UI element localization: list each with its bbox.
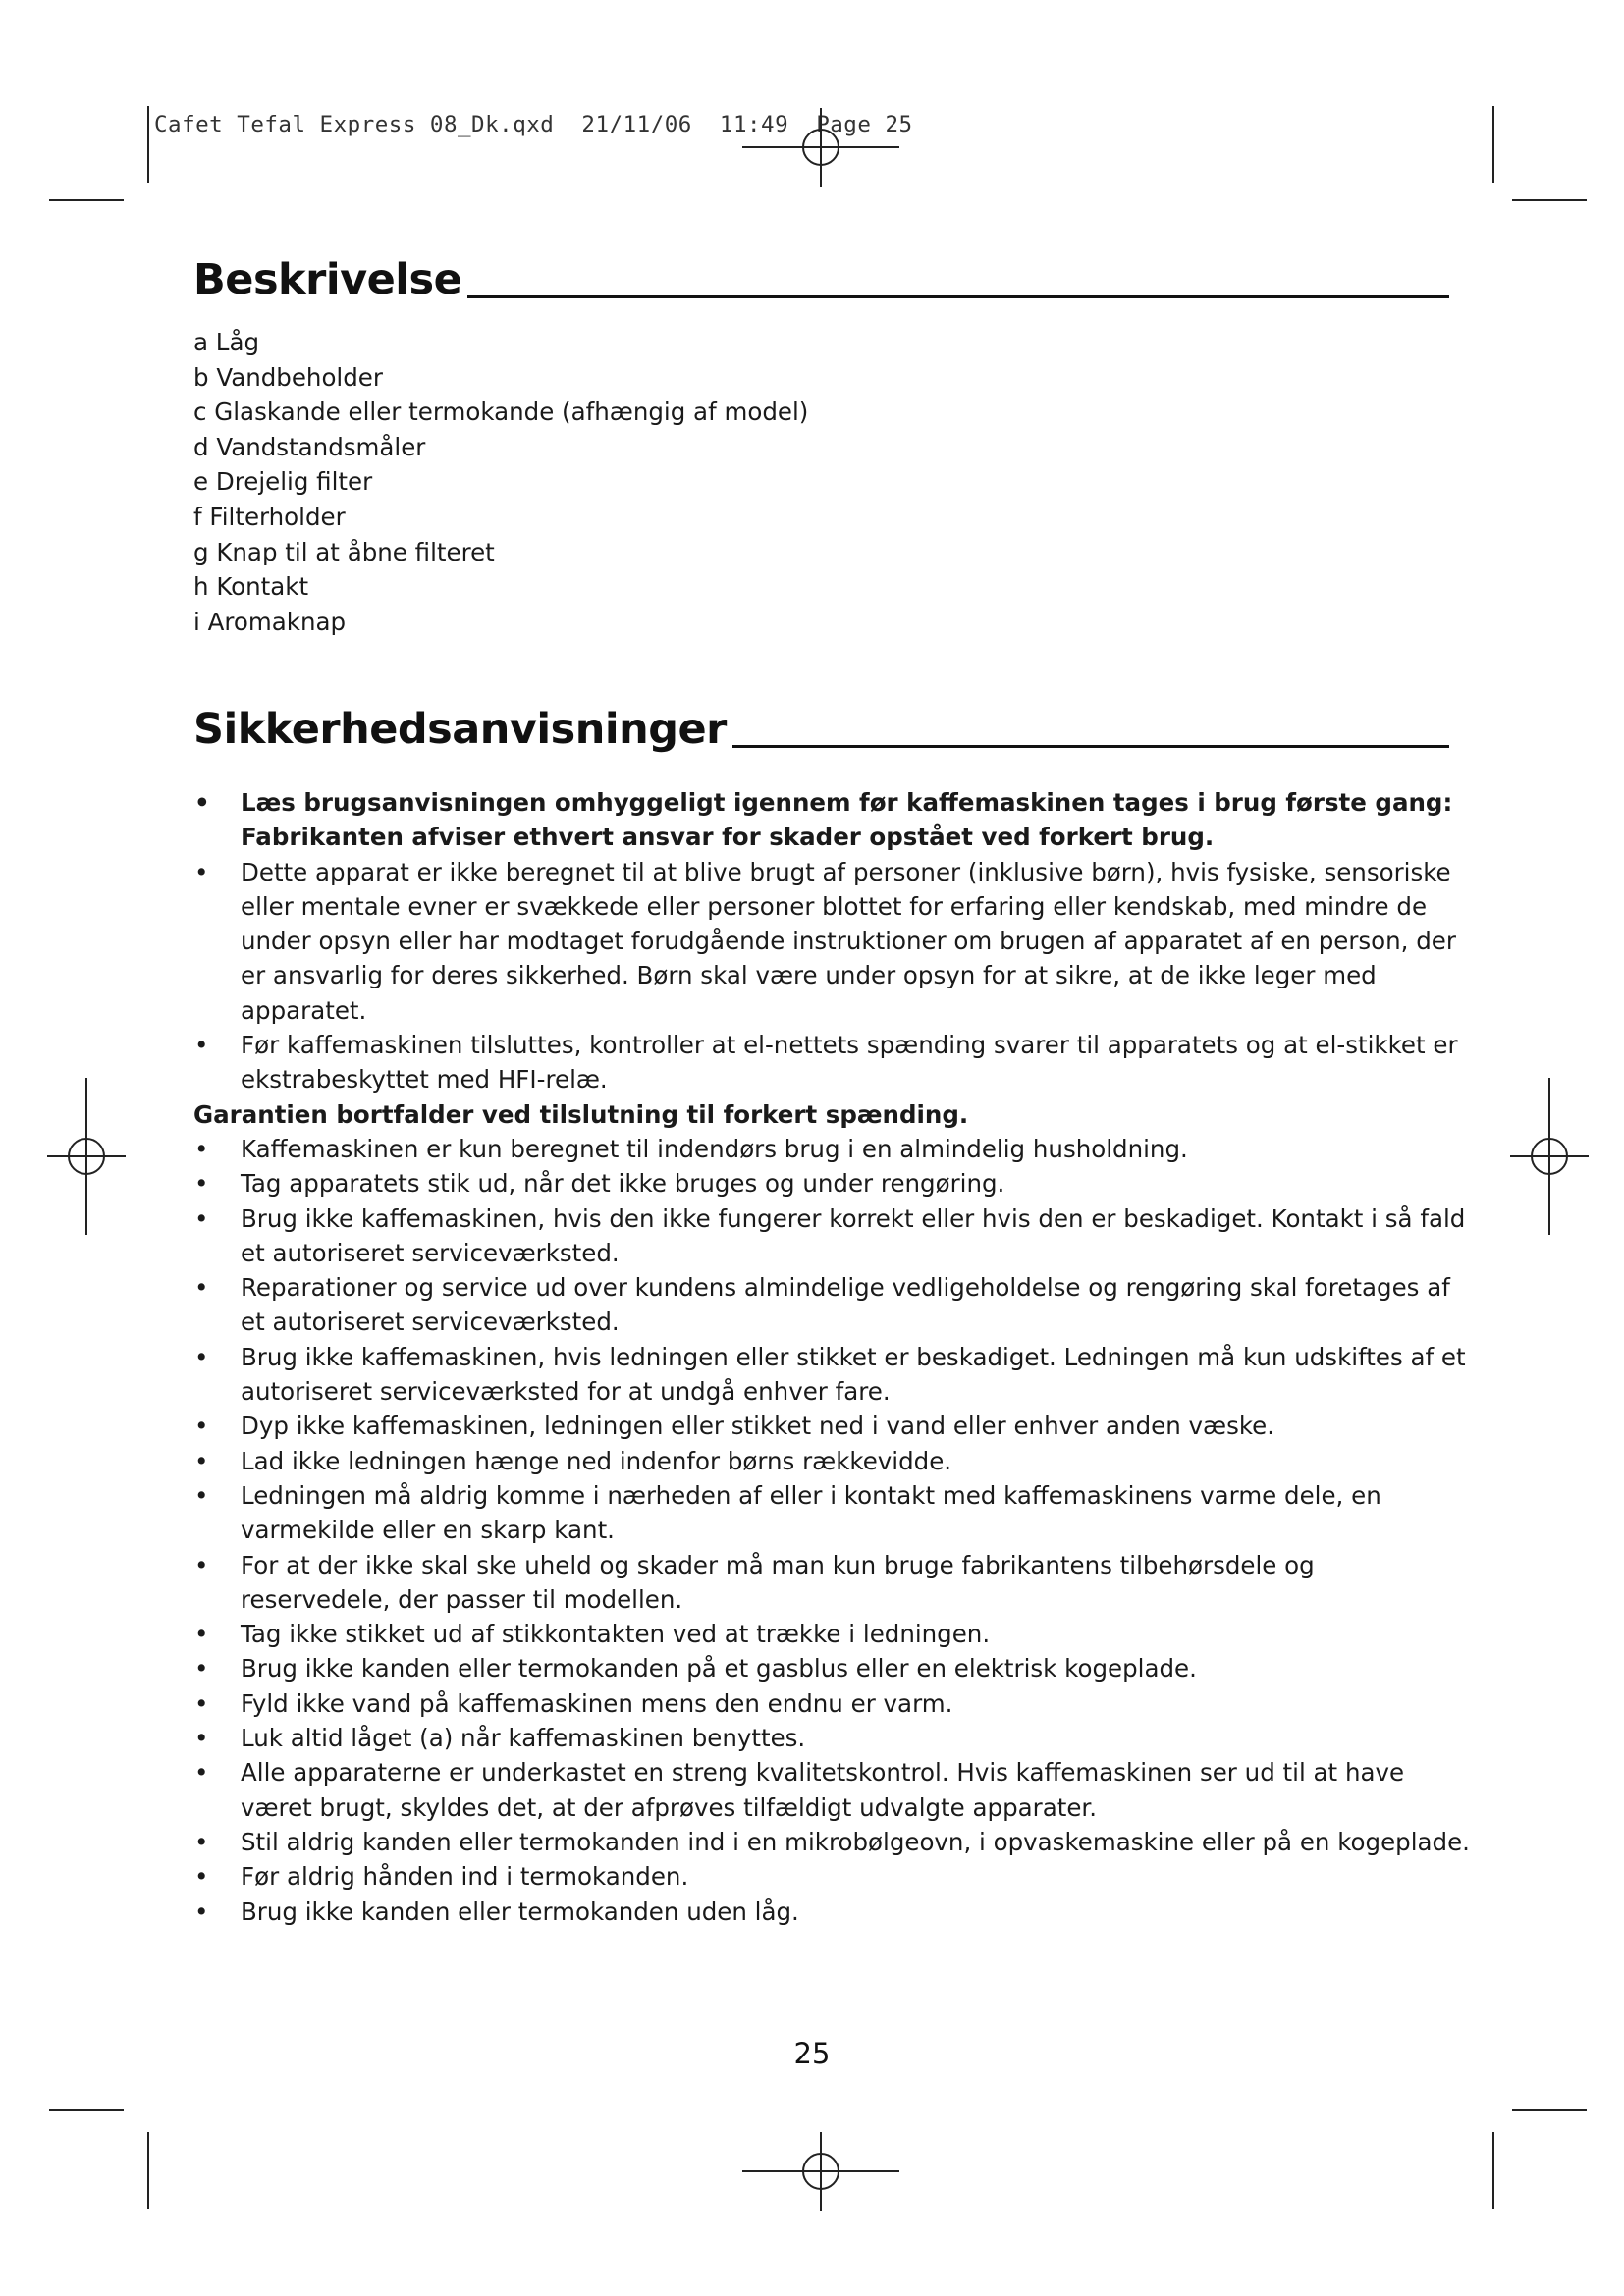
crop-mark (147, 2132, 149, 2209)
description-item: d Vandstandsmåler (193, 432, 426, 461)
safety-list (193, 785, 1470, 1929)
safety-item: • Dette apparat er ikke beregnet til at blive brugt af personer (inklusive børn), hvis fysiske, sensoriske eller mentale evner er svækkede eller personer blottet for erfaring eller kendskab, med mindre de under opsyn eller har modtaget forudgående instruktioner om brugen af apparatet af en person, der er ansvarlig for deres sikkerhed. Børn skal være under opsyn for at sikre, at de ikke leger med apparatet. (193, 855, 1470, 1028)
description-list (193, 325, 808, 639)
description-item: i Aromaknap (193, 607, 347, 636)
safety-item: • Brug ikke kanden eller termokanden på et gasblus eller en elektrisk kogeplade. (193, 1651, 1470, 1685)
crop-mark (1492, 106, 1494, 183)
registration-mark-bottom-icon (742, 2132, 899, 2211)
crop-mark (1512, 2109, 1587, 2111)
safety-item: • Før kaffemaskinen tilsluttes, kontroller at el-nettets spænding svarer til apparatets og at el-stikket er ekstrabeskyttet med HFI-relæ. (193, 1028, 1470, 1097)
heading-rule (467, 295, 1449, 298)
safety-item: • Fyld ikke vand på kaffemaskinen mens den endnu er varm. (193, 1686, 1470, 1721)
description-item: e Drejelig filter (193, 467, 373, 497)
crop-mark (49, 2109, 124, 2111)
safety-item: • Brug ikke kaffemaskinen, hvis den ikke fungerer korrekt eller hvis den er beskadiget. Kontakt i så fald et autoriseret serviceværksted. (193, 1201, 1470, 1271)
safety-item: • For at der ikke skal ske uheld og skader må man kun bruge fabrikantens tilbehørsdele og reservedele, der passer til modellen. (193, 1548, 1470, 1618)
safety-item: • Før aldrig hånden ind i termokanden. (193, 1859, 1470, 1894)
description-item: g Knap til at åbne filteret (193, 537, 495, 566)
safety-title: Sikkerhedsanvisninger (193, 705, 727, 754)
crop-mark (1492, 2132, 1494, 2209)
safety-item: • Alle apparaterne er underkastet en streng kvalitetskontrol. Hvis kaffemaskinen ser ud til at have været brugt, skyldes det, at der afprøves tilfældigt udvalgte apparater. (193, 1755, 1470, 1825)
safety-item: • Stil aldrig kanden eller termokanden ind i en mikrobølgeovn, i opvaskemaskine eller på en kogeplade. (193, 1825, 1470, 1859)
safety-item: • Lad ikke ledningen hænge ned indenfor børns rækkevidde. (193, 1444, 1470, 1478)
safety-item: • Brug ikke kanden eller termokanden uden låg. (193, 1895, 1470, 1929)
heading-rule (732, 745, 1449, 748)
safety-item: • Dyp ikke kaffemaskinen, ledningen eller stikket ned i vand eller enhver anden væske. (193, 1409, 1470, 1443)
description-item: b Vandbeholder (193, 362, 383, 392)
description-heading-row (193, 255, 1449, 304)
crop-mark (1512, 199, 1587, 201)
page-number: 25 (793, 2037, 831, 2070)
safety-item: • Læs brugsanvisningen omhyggeligt igennem før kaffemaskinen tages i brug første gang: Fabrikanten afviser ethvert ansvar for skader opstået ved forkert brug. (193, 785, 1470, 855)
registration-mark-left-icon (47, 1078, 126, 1235)
crop-mark (147, 106, 149, 183)
safety-item: • Brug ikke kaffemaskinen, hvis ledningen eller stikket er beskadiget. Ledningen må kun udskiftes af et autoriseret serviceværksted for at undgå enhver fare. (193, 1340, 1470, 1410)
description-item: h Kontakt (193, 572, 309, 602)
safety-item: • Ledningen må aldrig komme i nærheden af eller i kontakt med kaffemaskinens varme dele, en varmekilde eller en skarp kant. (193, 1478, 1470, 1548)
safety-item: • Reparationer og service ud over kundens almindelige vedligeholdelse og rengøring skal foretages af et autoriseret serviceværksted. (193, 1270, 1470, 1340)
crop-mark (49, 199, 124, 201)
description-item: f Filterholder (193, 502, 346, 531)
safety-item: • Tag apparatets stik ud, når det ikke bruges og under rengøring. (193, 1166, 1470, 1201)
description-item: c Glaskande eller termokande (afhængig af model) (193, 398, 809, 427)
safety-heading-row (193, 705, 1449, 754)
description-title: Beskrivelse (193, 255, 462, 304)
safety-warranty-note: Garantien bortfalder ved tilslutning til forkert spænding. (193, 1099, 969, 1129)
safety-item: • Tag ikke stikket ud af stikkontakten ved at trække i ledningen. (193, 1617, 1470, 1651)
registration-mark-top-icon (742, 108, 899, 187)
print-slug: Cafet Tefal Express 08_Dk.qxd 21/11/06 11:49 Page 25 (154, 112, 913, 137)
description-item: a Låg (193, 328, 260, 356)
safety-item: • Kaffemaskinen er kun beregnet til indendørs brug i en almindelig husholdning. (193, 1132, 1470, 1166)
registration-mark-right-icon (1510, 1078, 1589, 1235)
safety-item: • Luk altid låget (a) når kaffemaskinen benyttes. (193, 1721, 1470, 1755)
